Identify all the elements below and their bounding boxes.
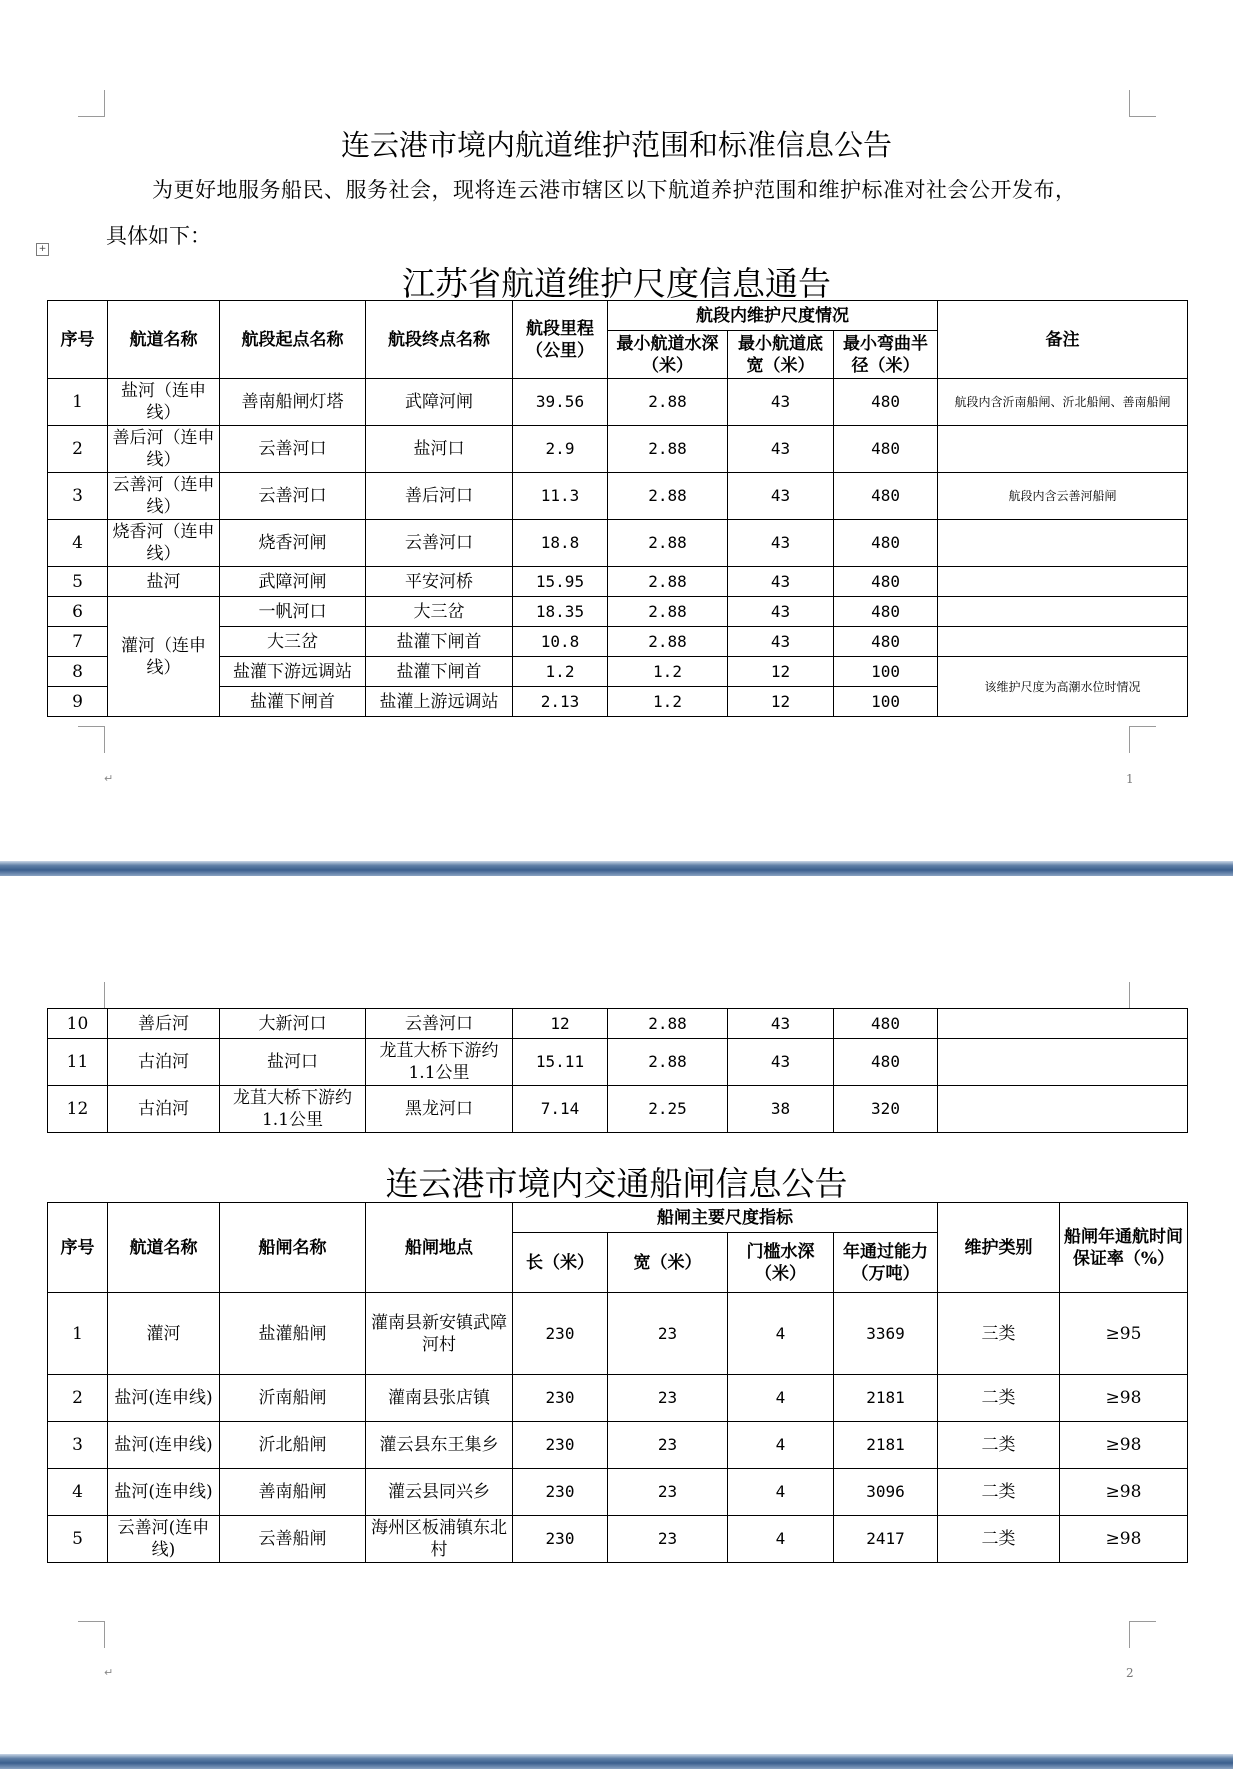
cell-no: 1 — [48, 1293, 108, 1375]
cell-channel: 盐河(连申线) — [108, 1469, 220, 1516]
cell-radius: 480 — [834, 627, 938, 657]
cell-no: 10 — [48, 1009, 108, 1039]
cell-no: 5 — [48, 567, 108, 597]
cell-start: 烧香河闸 — [220, 520, 366, 567]
cell-width: 12 — [728, 657, 834, 687]
cell-depth: 2.88 — [608, 1009, 728, 1039]
cell-lock: 云善船闸 — [220, 1516, 366, 1563]
cell-no: 11 — [48, 1039, 108, 1086]
cell-depth: 1.2 — [608, 657, 728, 687]
table-row — [48, 426, 1188, 473]
header-remark: 备注 — [938, 301, 1188, 379]
cell-remark — [938, 567, 1188, 597]
cell-width: 23 — [608, 1375, 728, 1422]
cell-mileage: 7.14 — [513, 1086, 608, 1133]
cell-length: 230 — [513, 1469, 608, 1516]
crop-mark — [1129, 90, 1156, 117]
cell-end: 盐河口 — [366, 426, 513, 473]
cell-end: 武障河闸 — [366, 379, 513, 426]
cell-length: 230 — [513, 1516, 608, 1563]
cell-channel-name: 烧香河（连申线） — [108, 520, 220, 567]
cell-no: 2 — [48, 1375, 108, 1422]
cell-mileage: 18.8 — [513, 520, 608, 567]
cell-width: 23 — [608, 1293, 728, 1375]
cell-sill: 4 — [728, 1422, 834, 1469]
cell-capacity: 2417 — [834, 1516, 938, 1563]
table-row — [48, 1293, 1188, 1375]
header-navigation-rate: 船闸年通航时间保证率（%） — [1060, 1203, 1188, 1293]
cell-no: 4 — [48, 1469, 108, 1516]
header-mileage: 航段里程（公里） — [513, 301, 608, 379]
cell-depth: 2.88 — [608, 1039, 728, 1086]
cell-location: 灌南县新安镇武障河村 — [366, 1293, 513, 1375]
cell-lock: 盐灌船闸 — [220, 1293, 366, 1375]
cell-capacity: 2181 — [834, 1375, 938, 1422]
cell-depth: 2.88 — [608, 520, 728, 567]
cell-location: 灌云县东王集乡 — [366, 1422, 513, 1469]
table-row — [48, 1086, 1188, 1133]
cell-no: 1 — [48, 379, 108, 426]
cell-end: 盐灌下闸首 — [366, 657, 513, 687]
cell-remark — [938, 1009, 1188, 1039]
cell-radius: 320 — [834, 1086, 938, 1133]
cell-radius: 480 — [834, 379, 938, 426]
cell-end: 大三岔 — [366, 597, 513, 627]
lock-table-title: 连云港市境内交通船闸信息公告 — [385, 1164, 848, 1203]
cell-width: 43 — [728, 627, 834, 657]
header-no: 序号 — [48, 301, 108, 379]
header-channel-name: 航道名称 — [108, 301, 220, 379]
cell-width: 43 — [728, 1039, 834, 1086]
cell-remark — [938, 1039, 1188, 1086]
header-lock-name: 船闸名称 — [220, 1203, 366, 1293]
table-row — [48, 1469, 1188, 1516]
page-number: 2 — [1126, 1666, 1134, 1680]
cell-location: 灌云县同兴乡 — [366, 1469, 513, 1516]
cell-radius: 480 — [834, 597, 938, 627]
cell-channel: 盐河(连申线) — [108, 1422, 220, 1469]
table-row — [48, 1516, 1188, 1563]
cell-location: 灌南县张店镇 — [366, 1375, 513, 1422]
cell-length: 230 — [513, 1293, 608, 1375]
cell-remark — [938, 627, 1188, 657]
header-end: 航段终点名称 — [366, 301, 513, 379]
cell-channel-name: 古泊河 — [108, 1039, 220, 1086]
cell-start: 龙苴大桥下游约1.1公里 — [220, 1086, 366, 1133]
cell-radius: 100 — [834, 657, 938, 687]
cell-start: 盐灌下游远调站 — [220, 657, 366, 687]
page-number: 1 — [1126, 772, 1134, 786]
cell-start: 云善河口 — [220, 426, 366, 473]
cell-end: 善后河口 — [366, 473, 513, 520]
cell-mileage: 2.9 — [513, 426, 608, 473]
header-min-depth: 最小航道水深（米） — [608, 331, 728, 379]
cell-lock: 沂北船闸 — [220, 1422, 366, 1469]
header-start: 航段起点名称 — [220, 301, 366, 379]
cell-sill: 4 — [728, 1375, 834, 1422]
document-page-2 — [0, 876, 1233, 1756]
cell-depth: 2.88 — [608, 567, 728, 597]
cell-remark: 航段内含云善河船闸 — [938, 473, 1188, 520]
cell-start: 善南船闸灯塔 — [220, 379, 366, 426]
cell-channel: 云善河(连申线) — [108, 1516, 220, 1563]
cell-start: 盐河口 — [220, 1039, 366, 1086]
cell-start: 盐灌下闸首 — [220, 687, 366, 717]
cell-sill: 4 — [728, 1293, 834, 1375]
cell-category: 二类 — [938, 1375, 1060, 1422]
cell-remark: 该维护尺度为高潮水位时情况 — [938, 657, 1188, 717]
cell-lock: 沂南船闸 — [220, 1375, 366, 1422]
header-lock-location: 船闸地点 — [366, 1203, 513, 1293]
cell-rate: ≥98 — [1060, 1469, 1188, 1516]
table-row — [48, 520, 1188, 567]
cell-radius: 100 — [834, 687, 938, 717]
cell-length: 230 — [513, 1375, 608, 1422]
header-maintenance-category: 维护类别 — [938, 1203, 1060, 1293]
cell-capacity: 3096 — [834, 1469, 938, 1516]
cell-start: 一帆河口 — [220, 597, 366, 627]
cell-width: 43 — [728, 520, 834, 567]
paragraph-mark-icon: ↵ — [104, 772, 114, 785]
cell-no: 9 — [48, 687, 108, 717]
header-width: 宽（米） — [608, 1233, 728, 1293]
header-lock-dimensions-group: 船闸主要尺度指标 — [513, 1203, 938, 1233]
cell-channel: 灌河 — [108, 1293, 220, 1375]
cell-radius: 480 — [834, 426, 938, 473]
crop-mark — [1129, 982, 1156, 1009]
cell-mileage: 39.56 — [513, 379, 608, 426]
cell-no: 5 — [48, 1516, 108, 1563]
cell-rate: ≥95 — [1060, 1293, 1188, 1375]
cell-radius: 480 — [834, 1009, 938, 1039]
cell-mileage: 18.35 — [513, 597, 608, 627]
cell-width: 43 — [728, 1009, 834, 1039]
cell-mileage: 2.13 — [513, 687, 608, 717]
header-channel-name: 航道名称 — [108, 1203, 220, 1293]
cell-channel-name: 灌河（连申线） — [108, 597, 220, 717]
header-annual-capacity: 年通过能力（万吨） — [834, 1233, 938, 1293]
crop-mark — [1129, 726, 1156, 753]
table-row — [48, 1422, 1188, 1469]
cell-depth: 1.2 — [608, 687, 728, 717]
cell-length: 230 — [513, 1422, 608, 1469]
cell-capacity: 3369 — [834, 1293, 938, 1375]
cell-mileage: 11.3 — [513, 473, 608, 520]
cell-remark — [938, 1086, 1188, 1133]
document-title: 连云港市境内航道维护范围和标准信息公告 — [340, 128, 892, 162]
cell-width: 43 — [728, 426, 834, 473]
cell-sill: 4 — [728, 1516, 834, 1563]
cell-channel-name: 盐河（连申线） — [108, 379, 220, 426]
crop-mark — [78, 726, 105, 753]
cell-no: 3 — [48, 1422, 108, 1469]
cell-end: 云善河口 — [366, 1009, 513, 1039]
cell-end: 盐灌上游远调站 — [366, 687, 513, 717]
cell-sill: 4 — [728, 1469, 834, 1516]
cell-channel-name: 善后河（连申线） — [108, 426, 220, 473]
table-row — [48, 567, 1188, 597]
cell-channel-name: 云善河（连申线） — [108, 473, 220, 520]
page-separator — [0, 1754, 1233, 1769]
cell-end: 黑龙河口 — [366, 1086, 513, 1133]
cell-no: 4 — [48, 520, 108, 567]
cell-end: 龙苴大桥下游约1.1公里 — [366, 1039, 513, 1086]
cell-channel-name: 古泊河 — [108, 1086, 220, 1133]
cell-no: 2 — [48, 426, 108, 473]
cell-remark — [938, 597, 1188, 627]
cell-depth: 2.88 — [608, 379, 728, 426]
cell-category: 二类 — [938, 1516, 1060, 1563]
crop-mark — [78, 90, 105, 117]
cell-radius: 480 — [834, 567, 938, 597]
cell-width: 23 — [608, 1422, 728, 1469]
table-row — [48, 597, 1188, 627]
cell-start: 大三岔 — [220, 627, 366, 657]
header-sill-depth: 门槛水深（米） — [728, 1233, 834, 1293]
intro-paragraph-line-1: 为更好地服务船民、服务社会，现将连云港市辖区以下航道养护范围和维护标准对社会公开发布， — [152, 178, 1077, 202]
crop-mark — [78, 982, 105, 1009]
page-separator — [0, 861, 1233, 876]
header-min-radius: 最小弯曲半径（米） — [834, 331, 938, 379]
header-no: 序号 — [48, 1203, 108, 1293]
header-length: 长（米） — [513, 1233, 608, 1293]
cell-end: 盐灌下闸首 — [366, 627, 513, 657]
ship-lock-table — [47, 1202, 1188, 1563]
cell-end: 云善河口 — [366, 520, 513, 567]
cell-mileage: 10.8 — [513, 627, 608, 657]
table-row — [48, 1009, 1188, 1039]
cell-no: 7 — [48, 627, 108, 657]
cell-radius: 480 — [834, 473, 938, 520]
cell-start: 云善河口 — [220, 473, 366, 520]
table-move-handle-icon[interactable]: + — [36, 243, 49, 256]
cell-rate: ≥98 — [1060, 1375, 1188, 1422]
cell-start: 大新河口 — [220, 1009, 366, 1039]
table-row — [48, 473, 1188, 520]
channel-maintenance-table — [47, 300, 1188, 717]
cell-width: 43 — [728, 567, 834, 597]
cell-depth: 2.88 — [608, 426, 728, 473]
cell-end: 平安河桥 — [366, 567, 513, 597]
cell-category: 三类 — [938, 1293, 1060, 1375]
cell-no: 3 — [48, 473, 108, 520]
cell-no: 6 — [48, 597, 108, 627]
cell-channel-name: 盐河 — [108, 567, 220, 597]
cell-radius: 480 — [834, 1039, 938, 1086]
cell-remark — [938, 426, 1188, 473]
table-row — [48, 379, 1188, 426]
cell-category: 二类 — [938, 1422, 1060, 1469]
cell-width: 23 — [608, 1469, 728, 1516]
cell-width: 38 — [728, 1086, 834, 1133]
cell-category: 二类 — [938, 1469, 1060, 1516]
table-row — [48, 1039, 1188, 1086]
header-maintenance-group: 航段内维护尺度情况 — [608, 301, 938, 331]
document-page-1 — [0, 0, 1233, 861]
cell-location: 海州区板浦镇东北村 — [366, 1516, 513, 1563]
table-row — [48, 1375, 1188, 1422]
channel-maintenance-table-continued — [47, 1008, 1188, 1133]
paragraph-mark-icon: ↵ — [104, 1666, 114, 1679]
cell-start: 武障河闸 — [220, 567, 366, 597]
cell-width: 43 — [728, 597, 834, 627]
cell-channel-name: 善后河 — [108, 1009, 220, 1039]
cell-radius: 480 — [834, 520, 938, 567]
cell-depth: 2.88 — [608, 473, 728, 520]
cell-mileage: 1.2 — [513, 657, 608, 687]
cell-depth: 2.88 — [608, 597, 728, 627]
cell-no: 12 — [48, 1086, 108, 1133]
cell-width: 12 — [728, 687, 834, 717]
cell-mileage: 15.95 — [513, 567, 608, 597]
cell-mileage: 12 — [513, 1009, 608, 1039]
cell-remark: 航段内含沂南船闸、沂北船闸、善南船闸 — [938, 379, 1188, 426]
cell-mileage: 15.11 — [513, 1039, 608, 1086]
cell-width: 43 — [728, 473, 834, 520]
header-min-width: 最小航道底宽（米） — [728, 331, 834, 379]
cell-width: 23 — [608, 1516, 728, 1563]
cell-channel: 盐河(连申线) — [108, 1375, 220, 1422]
channel-table-title: 江苏省航道维护尺度信息通告 — [402, 264, 831, 303]
cell-width: 43 — [728, 379, 834, 426]
cell-depth: 2.88 — [608, 627, 728, 657]
crop-mark — [78, 1621, 105, 1648]
intro-paragraph-line-2: 具体如下： — [106, 224, 211, 248]
cell-lock: 善南船闸 — [220, 1469, 366, 1516]
cell-capacity: 2181 — [834, 1422, 938, 1469]
crop-mark — [1129, 1621, 1156, 1648]
cell-rate: ≥98 — [1060, 1516, 1188, 1563]
cell-remark — [938, 520, 1188, 567]
cell-no: 8 — [48, 657, 108, 687]
cell-rate: ≥98 — [1060, 1422, 1188, 1469]
cell-depth: 2.25 — [608, 1086, 728, 1133]
